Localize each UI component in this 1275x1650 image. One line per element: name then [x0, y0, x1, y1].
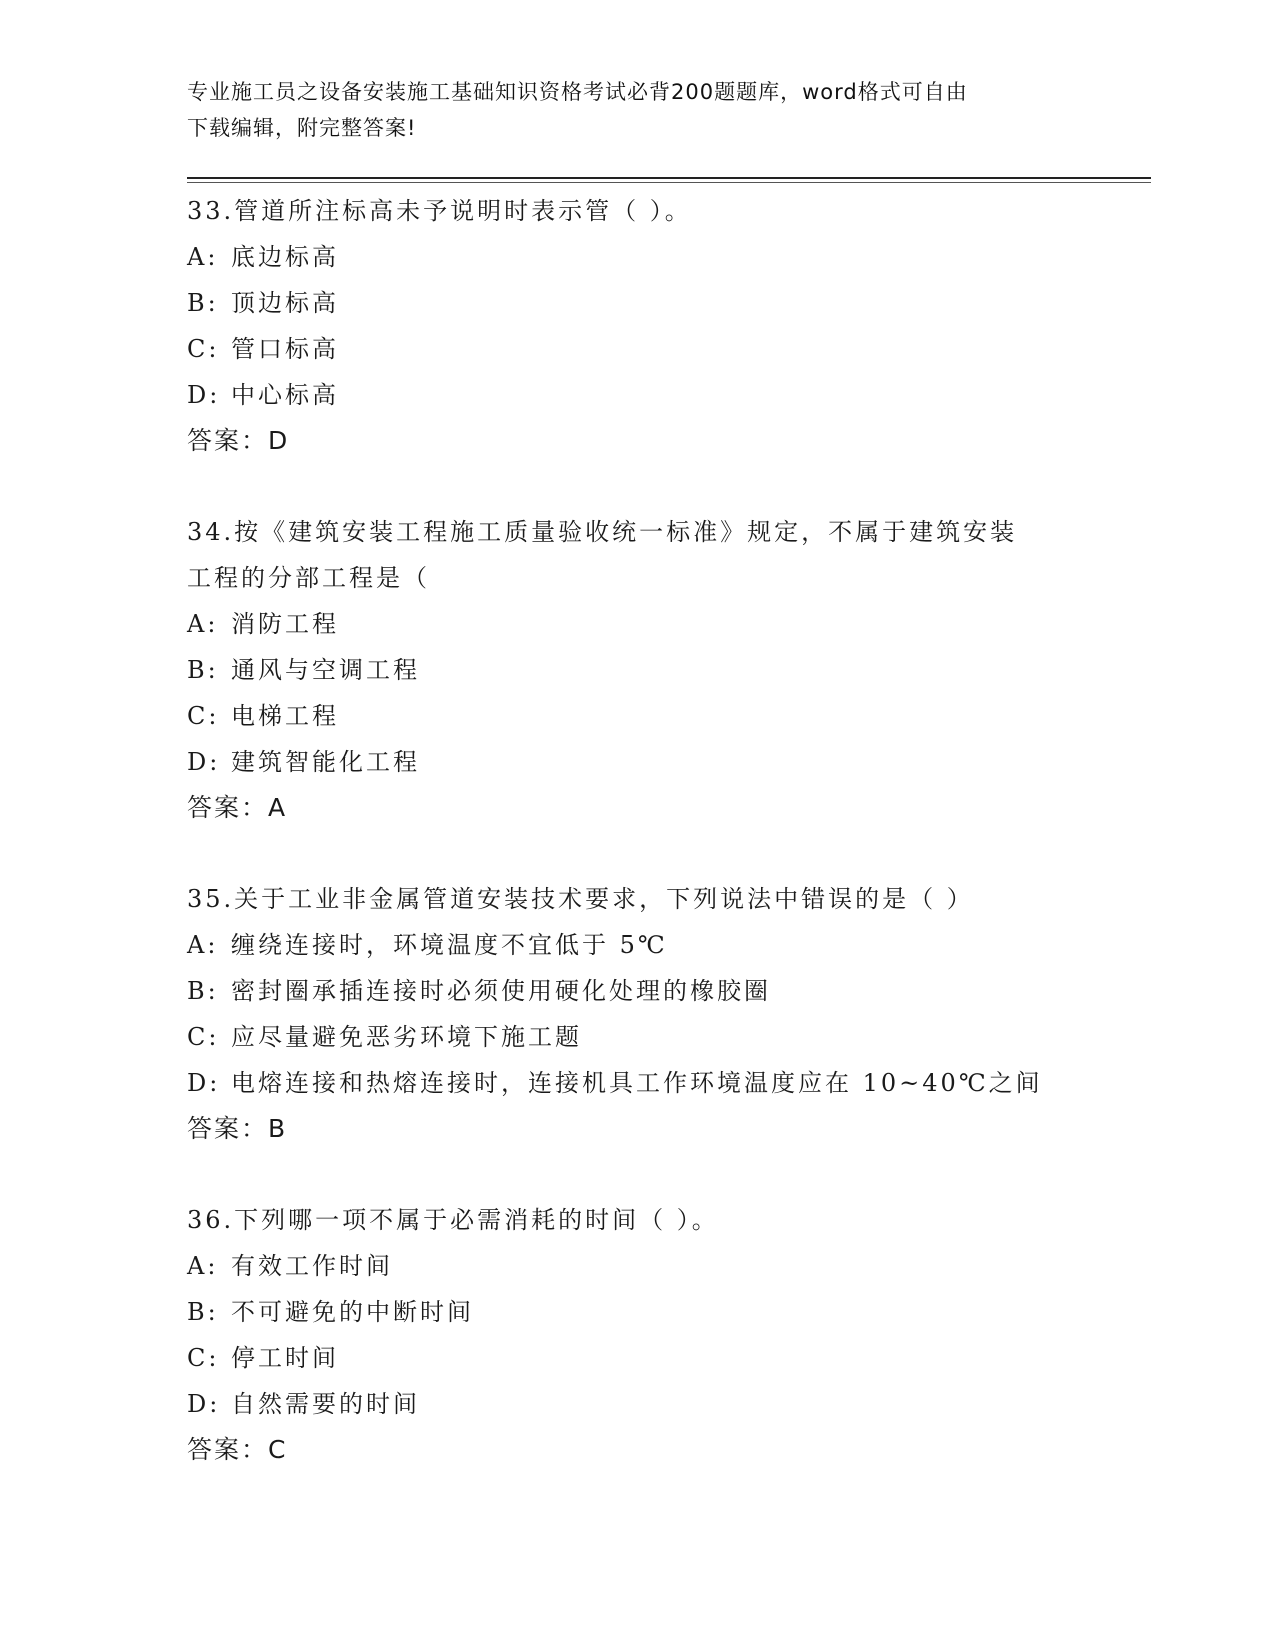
question-stem-continued: 工程的分部工程是（ [187, 564, 430, 592]
option-letter: B: [187, 289, 219, 317]
question-33 [187, 188, 1147, 464]
question-stem-text: 关于工业非金属管道安装技术要求，下列说法中错误的是（ ） [234, 885, 974, 913]
answer-line: 答案：A [187, 793, 288, 822]
option-letter: B: [187, 1298, 219, 1326]
question-stem-text: 按《建筑安装工程施工质量验收统一标准》规定，不属于建筑安装 [234, 518, 1018, 546]
question-number: 35. [187, 885, 235, 913]
option-letter: D: [187, 1069, 221, 1097]
question-34 [187, 509, 1147, 831]
question-number: 33. [187, 197, 235, 225]
option-text: 建筑智能化工程 [231, 748, 420, 776]
header-divider-thin [187, 182, 1151, 183]
option-text: 中心标高 [231, 381, 339, 409]
option-d [187, 739, 1147, 785]
option-a [187, 1243, 1147, 1289]
option-a [187, 601, 1147, 647]
option-letter: B: [187, 977, 219, 1005]
option-text: 有效工作时间 [231, 1252, 393, 1280]
option-c [187, 326, 1147, 372]
option-text: 应尽量避免恶劣环境下施工题 [231, 1023, 582, 1051]
option-text: 管口标高 [231, 335, 339, 363]
option-b [187, 968, 1147, 1014]
option-text: 电梯工程 [231, 702, 339, 730]
question-35 [187, 876, 1147, 1152]
option-letter: C: [187, 335, 220, 363]
question-list [187, 188, 1147, 1518]
question-stem-text: 下列哪一项不属于必需消耗的时间（ ）。 [234, 1206, 719, 1234]
answer-line: 答案：B [187, 1114, 288, 1143]
option-a [187, 234, 1147, 280]
option-letter: C: [187, 1344, 220, 1372]
option-c [187, 693, 1147, 739]
option-text: 电熔连接和热熔连接时，连接机具工作环境温度应在 10~40℃之间 [231, 1069, 1043, 1097]
option-text: 密封圈承插连接时必须使用硬化处理的橡胶圈 [231, 977, 771, 1005]
question-number: 36. [187, 1206, 235, 1234]
header-line-1: 专业施工员之设备安装施工基础知识资格考试必背200题题库，word格式可自由 [187, 80, 968, 104]
option-letter: A: [187, 610, 219, 638]
option-text: 停工时间 [231, 1344, 339, 1372]
answer-line: 答案：D [187, 426, 290, 455]
header-divider-thick [187, 177, 1151, 179]
question-stem-text: 管道所注标高未予说明时表示管（ ）。 [234, 197, 692, 225]
option-letter: C: [187, 702, 220, 730]
option-a [187, 922, 1147, 968]
document-header [187, 74, 1087, 146]
question-stem [187, 188, 1147, 234]
option-d [187, 372, 1147, 418]
option-b [187, 647, 1147, 693]
option-text: 底边标高 [231, 243, 339, 271]
option-text: 自然需要的时间 [231, 1390, 420, 1418]
option-b [187, 280, 1147, 326]
option-letter: A: [187, 1252, 219, 1280]
question-number: 34. [187, 518, 235, 546]
question-36 [187, 1197, 1147, 1473]
option-letter: B: [187, 656, 219, 684]
option-letter: C: [187, 1023, 220, 1051]
option-letter: D: [187, 381, 221, 409]
question-stem [187, 1197, 1147, 1243]
question-stem [187, 509, 1147, 555]
option-d [187, 1060, 1147, 1106]
option-letter: D: [187, 748, 221, 776]
header-line-2: 下载编辑，附完整答案! [187, 116, 417, 140]
option-text: 不可避免的中断时间 [231, 1298, 474, 1326]
option-letter: A: [187, 243, 219, 271]
question-stem [187, 876, 1147, 922]
option-text: 顶边标高 [231, 289, 339, 317]
option-c [187, 1014, 1147, 1060]
option-c [187, 1335, 1147, 1381]
answer-line: 答案：C [187, 1435, 288, 1464]
option-text: 通风与空调工程 [231, 656, 420, 684]
option-text: 缠绕连接时，环境温度不宜低于 5℃ [231, 931, 668, 959]
option-letter: D: [187, 1390, 221, 1418]
option-letter: A: [187, 931, 219, 959]
option-b [187, 1289, 1147, 1335]
option-text: 消防工程 [231, 610, 339, 638]
option-d [187, 1381, 1147, 1427]
